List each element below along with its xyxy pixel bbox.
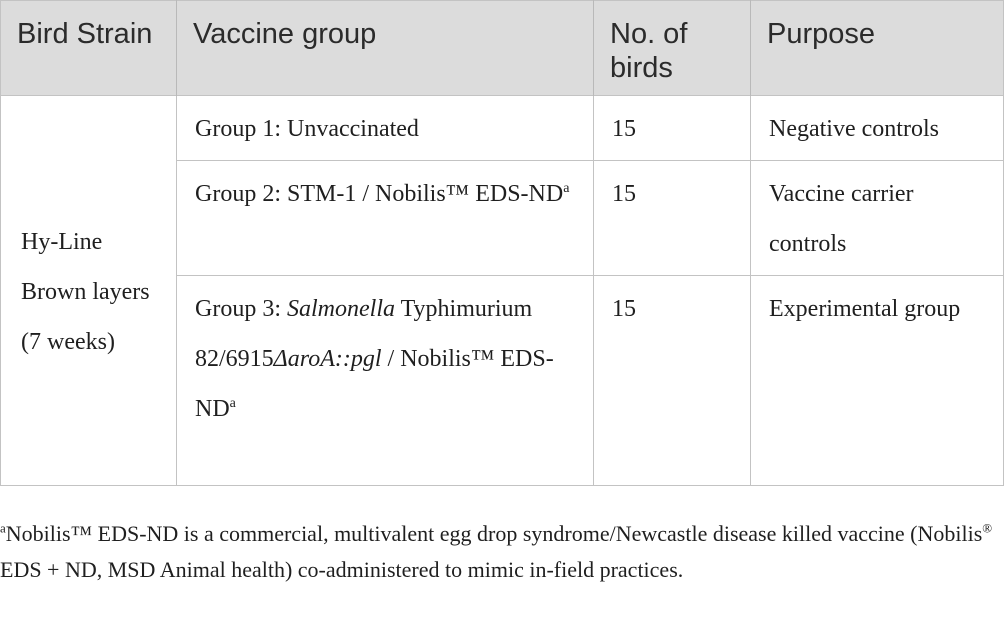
group-text: Group 2: STM-1 / Nobilis™ EDS-ND <box>195 181 564 207</box>
group-text-suffix: / Nobilis™ EDS-ND <box>195 346 554 422</box>
bird-strain-cell: Hy-Line Brown layers (7 weeks) <box>1 96 177 486</box>
birds-count-cell: 15 <box>594 276 751 486</box>
group-strain-italic: ΔaroA::pgl <box>273 346 382 372</box>
group-species-italic: Salmonella <box>287 296 395 322</box>
group-text-mid: Typhimurium 82/6915 <box>195 296 533 372</box>
vaccine-group-cell <box>177 96 594 161</box>
table-footnote <box>0 516 1004 588</box>
group-text: Group 1: Unvaccinated <box>195 116 419 142</box>
birds-count-cell: 15 <box>594 96 751 161</box>
table-header-row <box>1 1 1004 96</box>
table-row <box>1 96 1004 161</box>
header-purpose: Purpose <box>751 1 1004 96</box>
purpose-cell: Vaccine carrier controls <box>751 161 1004 276</box>
group-text: Group 3: <box>195 296 287 322</box>
footnote-marker: a <box>229 396 236 411</box>
header-bird-strain: Bird Strain <box>1 1 177 96</box>
footnote-marker: a <box>563 181 570 196</box>
footnote-text: Nobilis™ EDS-ND is a commercial, multivalent egg drop syndrome/Newcastle disease killed vaccine (Nobilis <box>5 521 983 546</box>
purpose-cell: Experimental group <box>751 276 1004 486</box>
footnote-marker: a <box>0 520 6 536</box>
header-vaccine-group: Vaccine group <box>177 1 594 96</box>
vaccine-group-cell <box>177 276 594 486</box>
header-no-of-birds: No. of birds <box>594 1 751 96</box>
purpose-cell: Negative controls <box>751 96 1004 161</box>
birds-count-cell: 15 <box>594 161 751 276</box>
vaccine-group-cell <box>177 161 594 276</box>
registered-mark: ® <box>982 520 993 536</box>
footnote-text-end: EDS + ND, MSD Animal health) co-administered to mimic in-field practices. <box>0 557 684 582</box>
